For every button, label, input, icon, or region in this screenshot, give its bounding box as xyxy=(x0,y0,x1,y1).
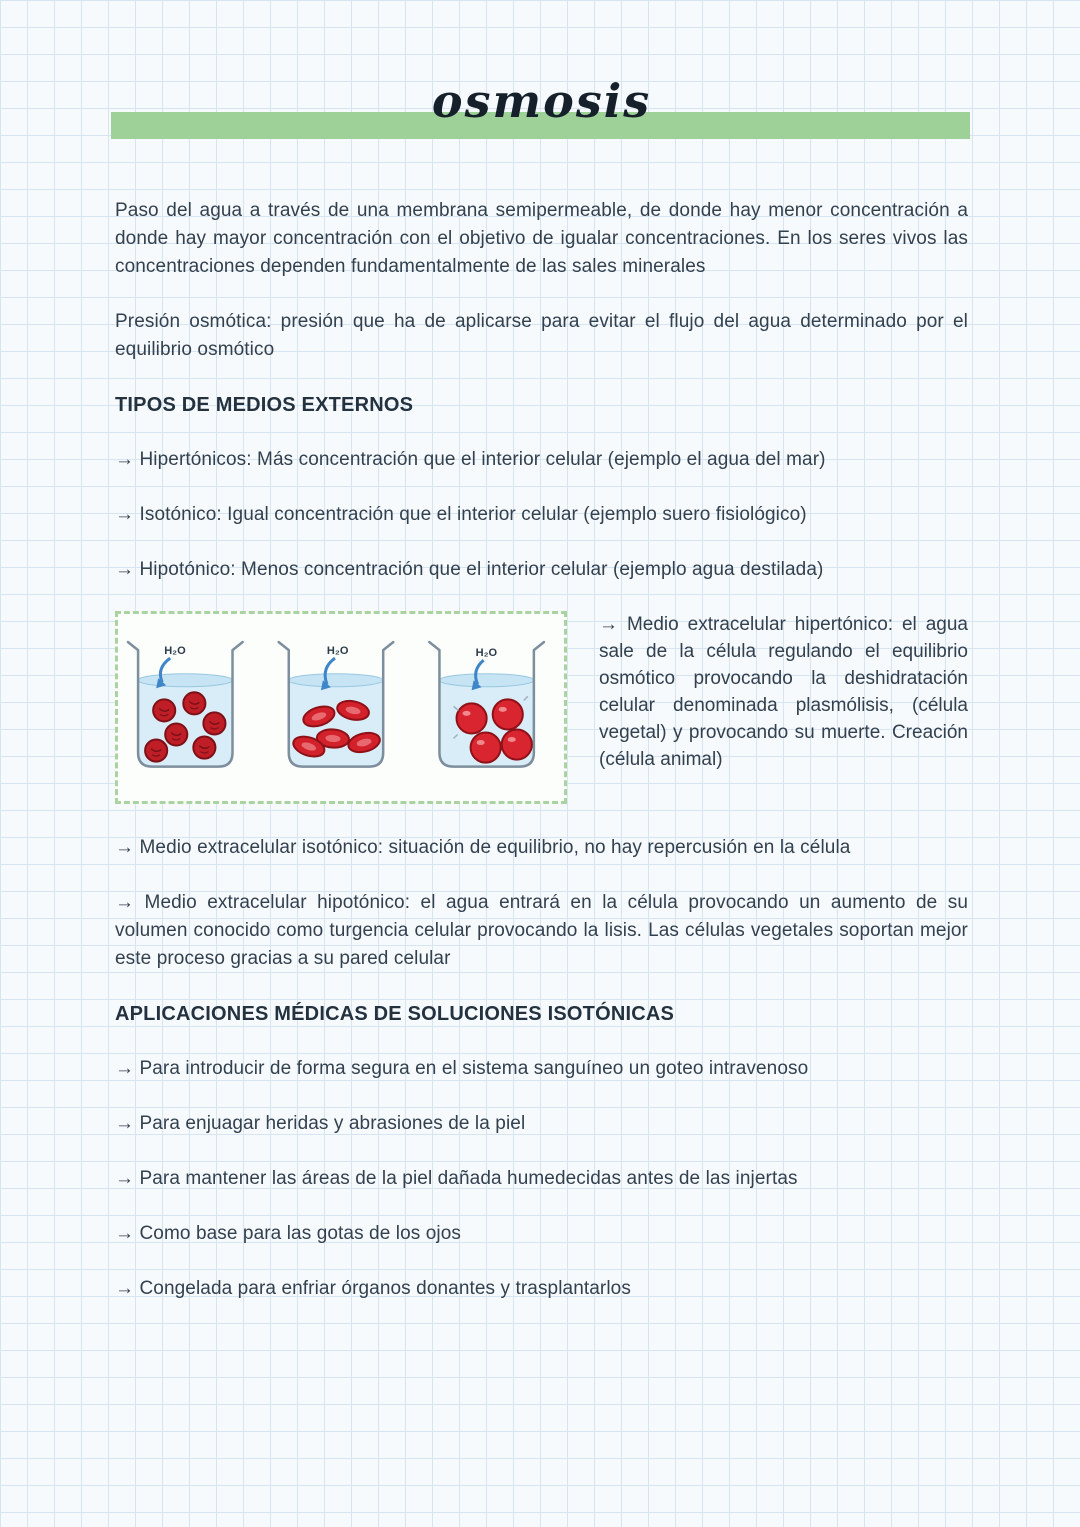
bullet-medio-isotonico: → Medio extracelular isotónico: situación de equilibrio, no hay repercusión en la célula xyxy=(115,836,851,858)
bullet-medio-hipertonico: → Medio extracelular hipertónico: el agua sale de la célula regulando el equilibrio osmótico provocando la deshidratación celular denominada plasmólisis, (célula vegetal) y provocando su muerte. Creación (célula animal) xyxy=(599,614,968,770)
bullet-aplicacion-gotas-ojos: → Como base para las gotas de los ojos xyxy=(115,1222,461,1244)
water-label: H₂O xyxy=(326,645,349,658)
title-band xyxy=(115,74,968,139)
beakers-figure-box xyxy=(115,611,567,804)
beaker-hypotonic xyxy=(429,642,544,767)
beakers-diagram xyxy=(124,624,558,793)
bullet-hipertonico: → Hipertónicos: Más concentración que el interior celular (ejemplo el agua del mar) xyxy=(115,449,826,470)
water-label: H₂O xyxy=(164,645,186,658)
paragraph-presion-osmotica: Presión osmótica: presión que ha de aplicarse para evitar el flujo del agua determinado por el equilibrio osmótico xyxy=(115,311,968,360)
beaker-hypertonic xyxy=(128,642,243,767)
water-label: H₂O xyxy=(475,647,498,660)
figure-row xyxy=(115,611,968,804)
bullet-isotonico: → Isotónico: Igual concentración que el interior celular (ejemplo suero fisiológico) xyxy=(115,504,807,525)
bullet-aplicacion-goteo: → Para introducir de forma segura en el sistema sanguíneo un goteo intravenoso xyxy=(115,1057,809,1079)
page-title: osmosis xyxy=(431,74,652,128)
section-heading-tipos: TIPOS DE MEDIOS EXTERNOS xyxy=(115,394,414,416)
beaker-isotonic xyxy=(279,642,394,767)
intro-paragraph-osmosis: Paso del agua a través de una membrana semipermeable, de donde hay menor concentración a donde hay mayor concentración con el objetivo de igualar concentraciones. En los seres vivos las concentraciones dependen fundamentalmente de las sales minerales xyxy=(115,200,968,277)
bullet-medio-hipotonico: → Medio extracelular hipotónico: el agua entrará en la célula provocando un aumento de su volumen conocido como turgencia celular provocando la lisis. Las células vegetales soportan mejor este proceso gracias a su pared celular xyxy=(115,891,968,969)
bullet-hipotonico: → Hipotónico: Menos concentración que el interior celular (ejemplo agua destilada) xyxy=(115,559,824,580)
section-heading-aplicaciones: APLICACIONES MÉDICAS DE SOLUCIONES ISOTÓNICAS xyxy=(115,1002,675,1025)
bullet-aplicacion-heridas: → Para enjuagar heridas y abrasiones de la piel xyxy=(115,1112,526,1134)
bullet-aplicacion-piel: → Para mantener las áreas de la piel dañada humedecidas antes de las injertas xyxy=(115,1167,798,1189)
bullet-aplicacion-organos: → Congelada para enfriar órganos donantes y trasplantarlos xyxy=(115,1277,631,1299)
